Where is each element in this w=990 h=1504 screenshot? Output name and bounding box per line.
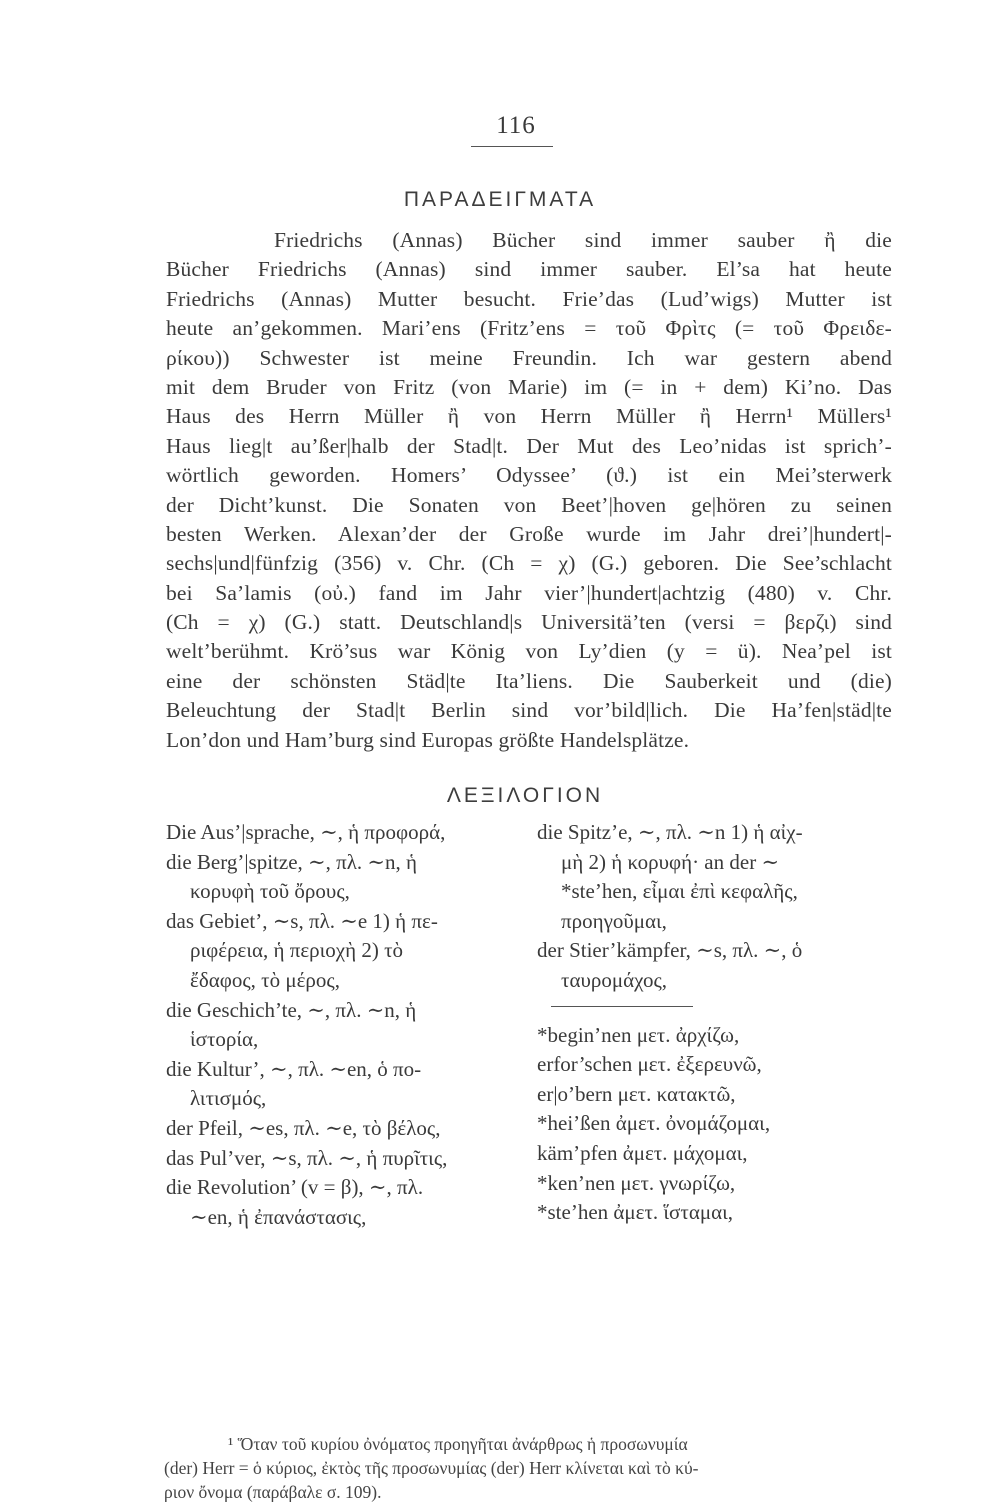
glossary-entry-line: käm’pfen ἀμετ. μάχομαι, [537, 1140, 748, 1165]
example-line: Beleuchtung der Stad|t Berlin sind vor’bild|lich. Die Ha’fen|städ|te [166, 698, 892, 723]
glossary-entry-line: der Stier’kämpfer, ∼s, πλ. ∼, ὁ [537, 938, 803, 963]
glossary-entry-line: ἱστορία, [190, 1027, 259, 1052]
glossary-entry-line: die Spitz’e, ∼, πλ. ∼n 1) ἡ αἰχ- [537, 820, 803, 844]
glossary-entry-line: ἔδαφος, τὸ μέρος, [190, 967, 340, 992]
glossary-entry-line: *begin’nen μετ. ἀρχίζω, [537, 1022, 740, 1047]
glossary-entry-line: μὴ 2) ἡ κορυφή· an der ∼ [561, 849, 780, 874]
glossary-entry-line: er|o’bern μετ. κατακτῶ, [537, 1081, 736, 1106]
glossary-entry-line: erfor’schen μετ. ἐξερευνῶ, [537, 1052, 762, 1077]
examples-title: ΠΑΡΑΔΕΙΓΜΑΤΑ [403, 188, 597, 211]
footnote-line: ριον ὄνομα (παράβαλε σ. 109). [164, 1482, 382, 1502]
glossary-entry-line: der Pfeil, ∼es, πλ. ∼e, τὸ βέλος, [166, 1115, 441, 1140]
examples-paragraph [166, 226, 892, 755]
example-line: heute an’gekommen. Mari’ens (Fritz’ens = τοῦ Φρὶτς (= τοῦ Φρειδε- [166, 316, 892, 341]
example-line: bei Sa’lamis (οὐ.) fand im Jahr vier’|hundert|achtzig (480) v. Chr. [166, 580, 892, 605]
example-line: Bücher Friedrichs (Annas) sind immer sauber. El’sa hat heute [166, 257, 892, 282]
glossary-entry-line: λιτισμός, [190, 1086, 267, 1111]
footnote-line: ¹ Ὅταν τοῦ κυρίου ὀνόματος προηγῆται ἀνάρθρως ἡ προσωνυμία [228, 1434, 688, 1454]
glossary-right-column [537, 818, 897, 1228]
example-line: Friedrichs (Annas) Mutter besucht. Frie’das (Lud’wigs) Mutter ist [166, 286, 892, 311]
glossary-entry-line: die Geschich’te, ∼, πλ. ∼n, ἡ [166, 997, 417, 1022]
glossary-left-column [166, 818, 522, 1232]
glossary-entry-line: Die Aus’|sprache, ∼, ἡ προφορά, [166, 820, 446, 844]
glossary-entry-line: προηγοῦμαι, [561, 908, 667, 933]
glossary-entry-line: die Revolution’ (v = β), ∼, πλ. [166, 1175, 424, 1200]
example-line: eine der schönsten Städ|te Ita’liens. Die Sauberkeit und (die) [166, 668, 892, 693]
glossary-entry-line: das Gebiet’, ∼s, πλ. ∼e 1) ἡ πε- [166, 908, 438, 933]
example-line: (Ch = χ) (G.) statt. Deutschland|s Universitä’ten (versi = βερζι) sind [166, 610, 892, 635]
example-line: wörtlich geworden. Homers’ Odyssee’ (ϑ.) ist ein Mei’sterwerk [166, 463, 892, 488]
footnote-line: (der) Herr = ὁ κύριος, ἐκτὸς τῆς προσωνυμίας (der) Herr κλίνεται καὶ τὸ κύ- [164, 1458, 699, 1478]
glossary-entry-line: die Berg’|spitze, ∼, πλ. ∼n, ἡ [166, 849, 417, 874]
example-line: der Dicht’kunst. Die Sonaten von Beet’|hoven ge|hören zu seinen [166, 492, 892, 517]
example-line: ρίκου)) Schwester ist meine Freundin. Ich war gestern abend [166, 345, 892, 370]
glossary-entry-line: κορυφὴ τοῦ ὄρους, [190, 879, 350, 904]
glossary-entry-line: ριφέρεια, ἡ περιοχὴ 2) τὸ [190, 938, 404, 963]
example-line: Haus des Herrn Müller ἢ von Herrn Müller ἢ Herrn¹ Müllers¹ [166, 404, 892, 429]
glossary-entry-line: *ste’hen ἀμετ. ἵσταμαι, [537, 1200, 733, 1225]
glossary-entry-line: *hei’ßen ἀμετ. ὀνομάζομαι, [537, 1111, 771, 1136]
glossary-entry-line: ταυρομάχος, [561, 967, 668, 992]
example-line: Haus lieg|t au’ßer|halb der Stad|t. Der Mut des Leo’nidas ist sprich’- [166, 433, 892, 458]
page-number: 116 [496, 112, 536, 139]
footnote [164, 1432, 900, 1504]
glossary-verb-list [537, 1021, 897, 1228]
glossary-entry-line: die Kultur’, ∼, πλ. ∼en, ὁ πο- [166, 1056, 422, 1081]
example-line: welt’berühmt. Krö’sus war König von Ly’dien (y = ü). Nea’pel ist [166, 639, 892, 664]
glossary-entry-line: *ken’nen μετ. γνωρίζω, [537, 1170, 736, 1195]
example-line: Lon’don und Ham’burg sind Europas größte Handelsplätze. [166, 727, 690, 752]
glossary-separator-rule [551, 1006, 693, 1007]
glossary-right-nouns [537, 818, 897, 996]
glossary-title: ΛΕΞΙΛΟΓΙΟΝ [446, 784, 604, 807]
glossary-entry-line: *ste’hen, εἶμαι ἐπὶ κεφαλῆς, [561, 879, 798, 904]
glossary-entry-line: ∼en, ἡ ἐπανάστασις, [190, 1204, 367, 1229]
glossary-entry-line: das Pul’ver, ∼s, πλ. ∼, ἡ πυρῖτις, [166, 1145, 448, 1170]
example-line: besten Werken. Alexan’der der Große wurde im Jahr drei’|hundert|- [166, 521, 892, 546]
example-line: Friedrichs (Annas) Bücher sind immer sauber ἢ die [274, 228, 892, 252]
example-line: mit dem Bruder von Fritz (von Marie) im (= in + dem) Ki’no. Das [166, 374, 892, 399]
example-line: sechs|und|fünfzig (356) v. Chr. (Ch = χ) (G.) geboren. Die See’schlacht [166, 551, 892, 576]
page-number-rule [471, 146, 553, 147]
